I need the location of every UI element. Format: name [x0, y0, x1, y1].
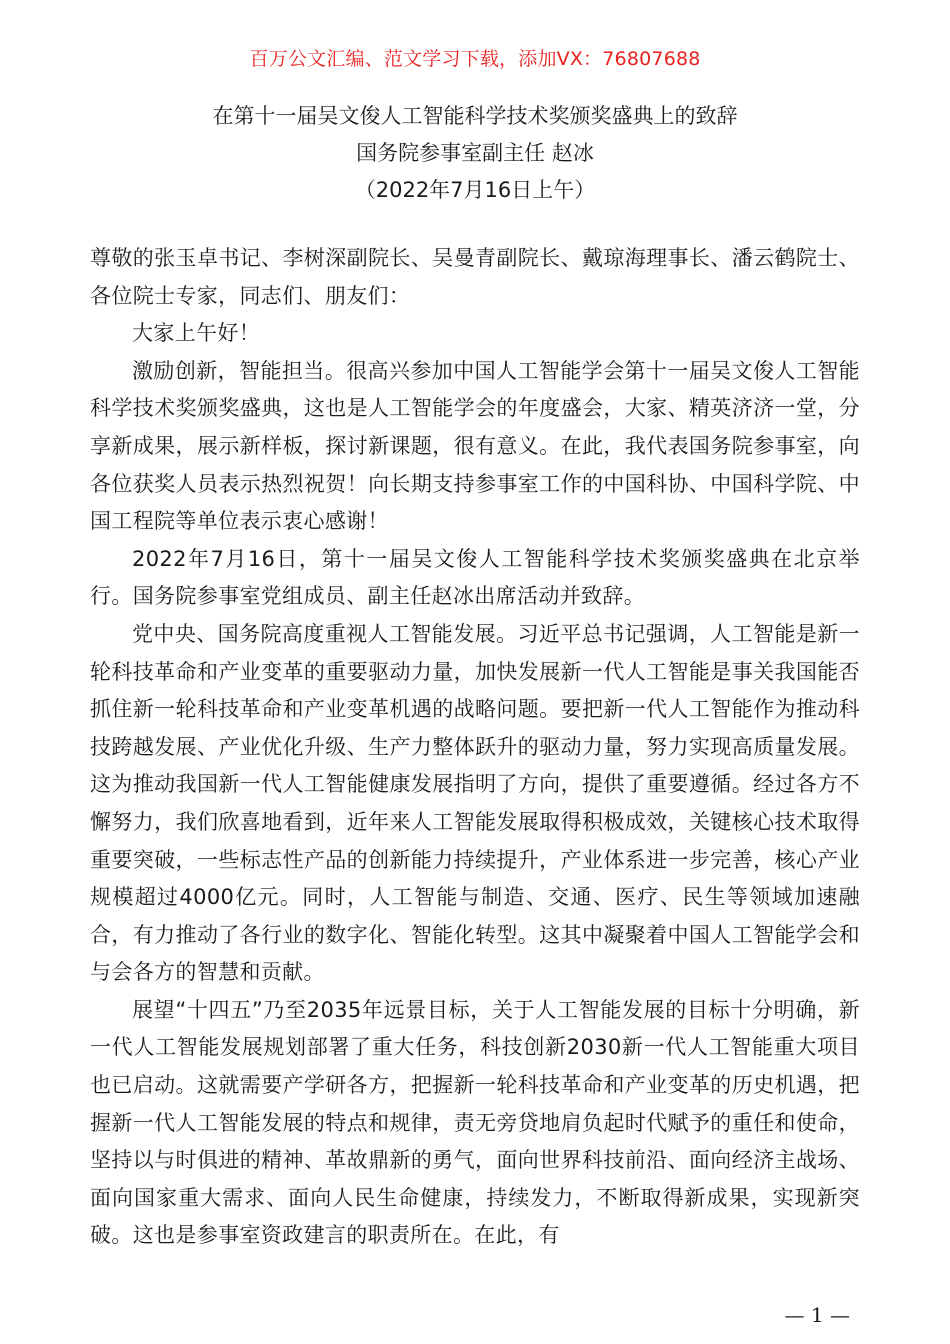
paragraph-opening: 激励创新，智能担当。很高兴参加中国人工智能学会第十一届吴文俊人工智能科学技术奖颁奖盛典，这也是人工智能学会的年度盛会，大家、精英济济一堂，分享新成果，展示新样板，探讨新课题，很有意义。在此，我代表国务院参事室，向各位获奖人员表示热烈祝贺！向长期支持参事室工作的中国科协、中国科学院、中国工程院等单位表示衷心感谢！	[90, 358, 860, 534]
document-title: 在第十一届吴文俊人工智能科学技术奖颁奖盛典上的致辞	[212, 104, 738, 128]
speech-body	[90, 240, 860, 1255]
speech-date: （2022年7月16日上午）	[354, 178, 596, 202]
page-number: — 1 —	[784, 1303, 850, 1327]
salutation: 尊敬的张玉卓书记、李树深副院长、吴曼青副院长、戴琼海理事长、潘云鹤院士、各位院士专家，同志们、朋友们：	[90, 246, 860, 308]
paragraph-greeting: 大家上午好！	[132, 321, 261, 346]
watermark-banner: 百万公文汇编、范文学习下载，添加VX：76807688	[249, 48, 701, 70]
speaker-line: 国务院参事室副主任 赵冰	[356, 141, 594, 165]
paragraph-news-note: 2022年7月16日，第十一届吴文俊人工智能科学技术奖颁奖盛典在北京举行。国务院参事室党组成员、副主任赵冰出席活动并致辞。	[90, 546, 860, 609]
paragraph-policy: 党中央、国务院高度重视人工智能发展。习近平总书记强调，人工智能是新一轮科技革命和产业变革的重要驱动力量，加快发展新一代人工智能是事关我国能否抓住新一轮科技革命和产业变革机遇的战略问题。要把新一代人工智能作为推动科技跨越发展、产业优化升级、生产力整体跃升的驱动力量，努力实现高质量发展。这为推动我国新一代人工智能健康发展指明了方向，提供了重要遵循。经过各方不懈努力，我们欣喜地看到，近年来人工智能发展取得积极成效，关键核心技术取得重要突破，一些标志性产品的创新能力持续提升，产业体系进一步完善，核心产业规模超过4000亿元。同时，人工智能与制造、交通、医疗、民生等领域加速融合，有力推动了各行业的数字化、智能化转型。这其中凝聚着中国人工智能学会和与会各方的智慧和贡献。	[90, 621, 860, 985]
document-header	[0, 98, 950, 209]
paragraph-outlook: 展望“十四五”乃至2035年远景目标，关于人工智能发展的目标十分明确，新一代人工智能发展规划部署了重大任务，科技创新2030新一代人工智能重大项目也已启动。这就需要产学研各方，把握新一轮科技革命和产业变革的历史机遇，把握新一代人工智能发展的特点和规律，责无旁贷地肩负起时代赋予的重任和使命，坚持以与时俱进的精神、革故鼎新的勇气，面向世界科技前沿、面向经济主战场、面向国家重大需求、面向人民生命健康，持续发力，不断取得新成果，实现新突破。这也是参事室资政建言的职责所在。在此，有	[90, 997, 860, 1248]
